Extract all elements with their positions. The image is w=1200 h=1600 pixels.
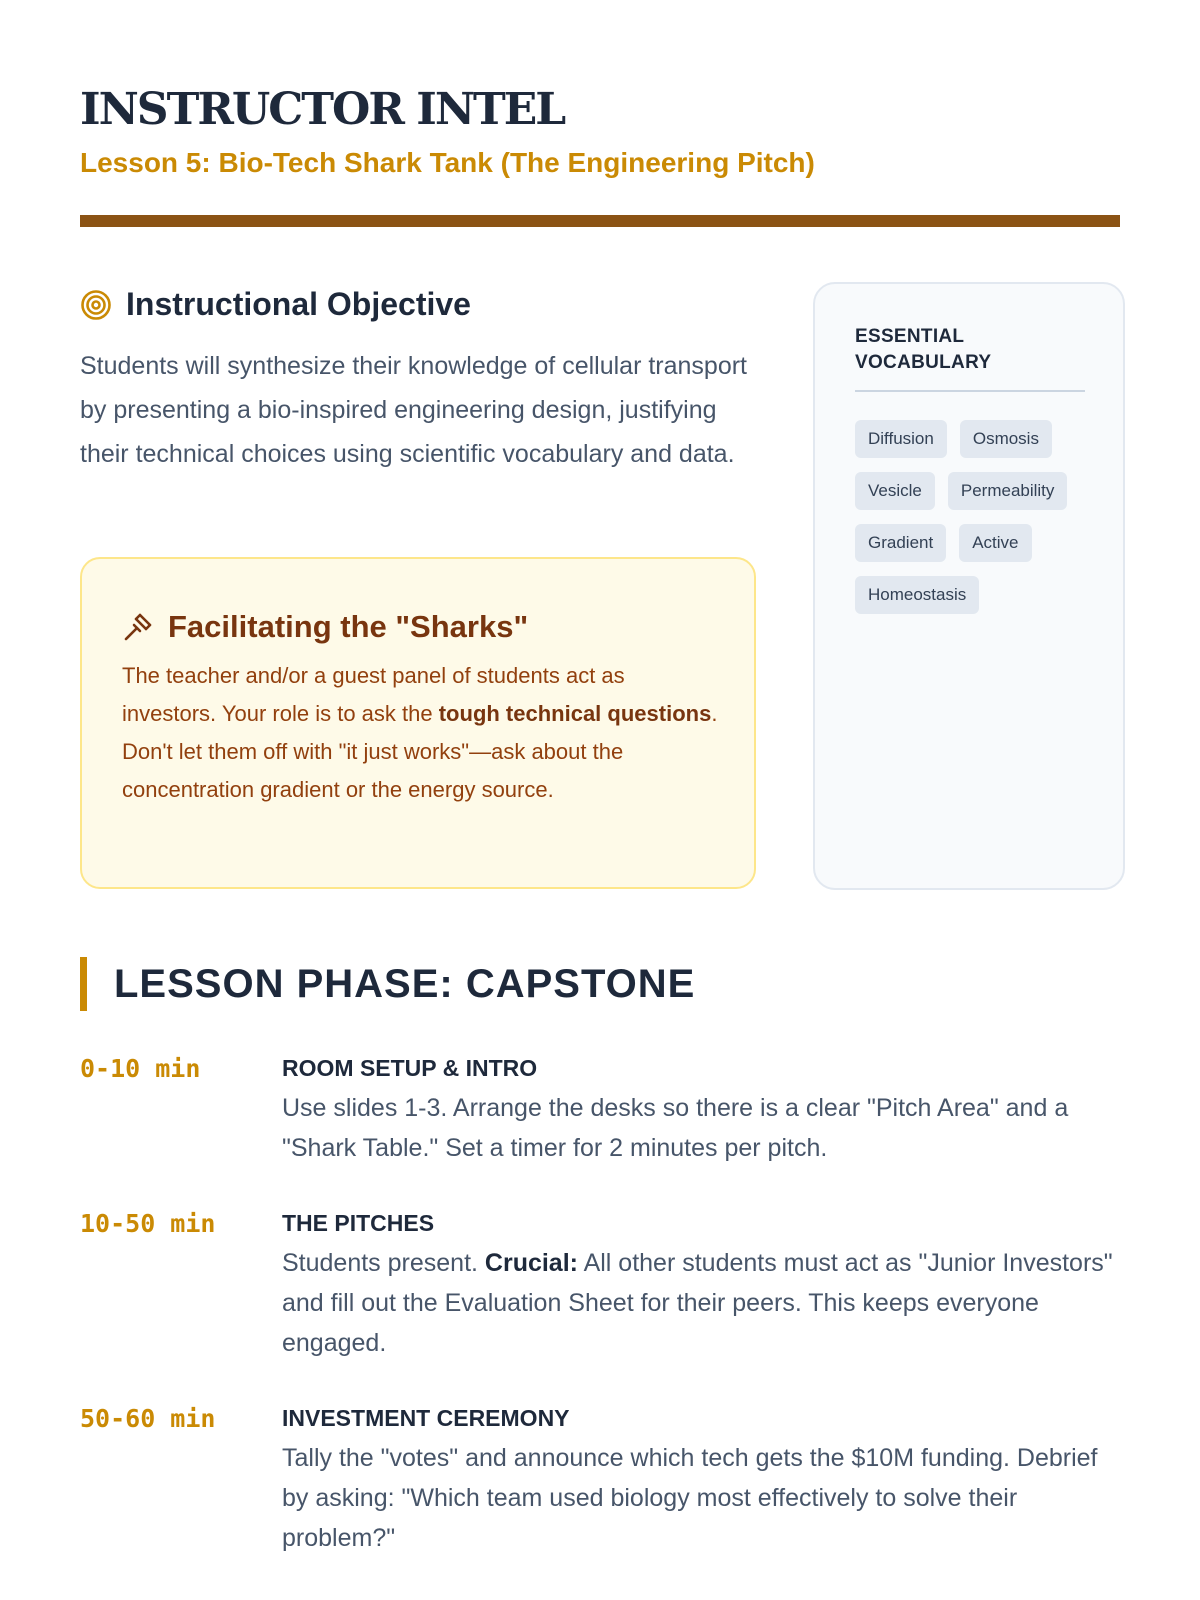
phase-accent-bar (80, 957, 87, 1011)
title-divider (80, 215, 1120, 227)
step-desc-part: All other students must act as "Junior Investors" and fill out the Evaluation Sheet for their peers. This keeps everyone engaged. (282, 1249, 1113, 1357)
vocab-tag: Permeability (948, 472, 1068, 510)
step-name: THE PITCHES (282, 1210, 435, 1236)
sharks-callout (80, 557, 756, 889)
objective-text: Students will synthesize their knowledge of cellular transport by presenting a bio-inspired engineering design, justifying their technical choices using scientific vocabulary and data. (80, 352, 748, 468)
step-description (282, 1243, 1122, 1363)
vocabulary-panel (813, 282, 1125, 890)
step-time: 10-50 min (80, 1209, 216, 1238)
lesson-subtitle: Lesson 5: Bio-Tech Shark Tank (The Engineering Pitch) (80, 147, 815, 178)
step-name: INVESTMENT CEREMONY (282, 1405, 570, 1431)
callout-text-part: . Don't let them off with "it just works"—ask about the concentration gradient or the energy source. (122, 701, 718, 802)
vocab-tag: Diffusion (855, 420, 947, 458)
step-desc-bold: Crucial: (484, 1249, 578, 1277)
vocabulary-tags (855, 420, 1095, 614)
step-description (282, 1088, 1122, 1168)
step-desc-part: Use slides 1-3. Arrange the desks so there is a clear "Pitch Area" and a "Shark Table." Set a timer for 2 minutes per pitch. (282, 1094, 1069, 1162)
phase-title: LESSON PHASE: CAPSTONE (114, 962, 696, 1006)
vocab-tag: Osmosis (960, 420, 1052, 458)
target-icon (80, 289, 112, 321)
step-name: ROOM SETUP & INTRO (282, 1055, 538, 1081)
callout-heading (122, 609, 528, 645)
step-desc-part: Students present. (282, 1249, 485, 1277)
page-title: INSTRUCTOR INTEL (80, 84, 565, 135)
step-description (282, 1438, 1122, 1558)
vocab-tag: Gradient (855, 524, 946, 562)
vocab-tag: Vesicle (855, 472, 935, 510)
gavel-icon (122, 611, 154, 643)
callout-text-part: The teacher and/or a guest panel of students act as investors. Your role is to ask the (122, 663, 625, 726)
step-time: 50-60 min (80, 1404, 216, 1433)
vocabulary-divider (855, 390, 1085, 392)
callout-text-bold: tough technical questions (438, 701, 712, 726)
step-desc-part: Tally the "votes" and announce which tech gets the $10M funding. Debrief by asking: "Which team used biology most effectively to solve their problem?" (282, 1444, 1098, 1552)
callout-heading-label: Facilitating the "Sharks" (168, 609, 529, 644)
vocab-tag: Homeostasis (855, 576, 979, 614)
objective-heading-label: Instructional Objective (126, 286, 471, 322)
callout-text (122, 657, 722, 809)
objective-heading (80, 286, 471, 323)
vocabulary-title: ESSENTIAL VOCABULARY (855, 326, 992, 373)
step-time: 0-10 min (80, 1054, 201, 1083)
vocab-tag: Active (959, 524, 1031, 562)
